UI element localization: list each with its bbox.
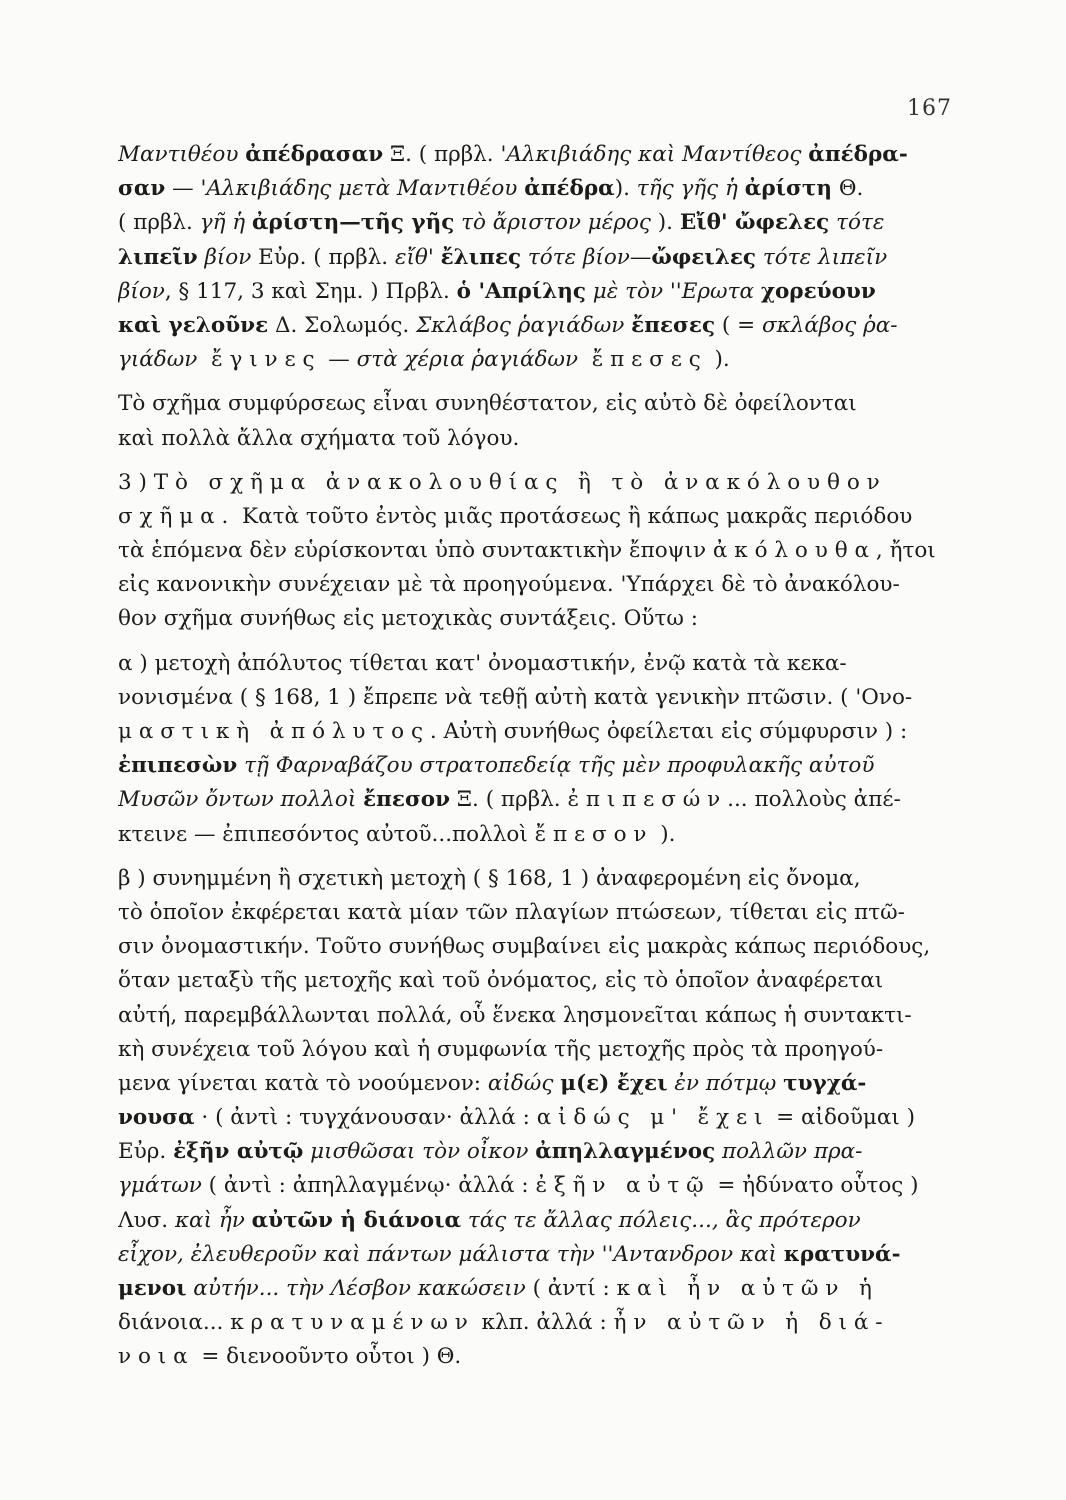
text-run: τὸ ὁποῖον ἐκφέρεται κατὰ μίαν τῶν πλαγίων πτώσεων, τίθεται εἰς πτῶ-: [118, 899, 905, 925]
text-run: πολλῶν πρα-: [715, 1139, 863, 1165]
text-run: εἰς κανονικὴν συνέχειαν μὲ τὰ προηγούμενα. 'Υπάρχει δὲ τὸ ἀνακόλου-: [118, 572, 900, 598]
text-line: [118, 1135, 952, 1169]
text-run: ὅταν μεταξὺ τῆς μετοχῆς καὶ τοῦ ὀνόματος, εἰς τὸ ὁποῖον ἀναφέρεται: [118, 968, 884, 994]
text-line: [118, 862, 952, 896]
text-run: , § 117, 3 καὶ Σημ. ) Πρβλ.: [164, 278, 457, 304]
text-line: [118, 1101, 952, 1135]
text-run: · ( ἀντὶ : τυγχάνουσαν· ἀλλά :: [194, 1105, 537, 1131]
text-line: [118, 1067, 952, 1101]
text-run: ).: [657, 210, 680, 236]
body-text: [118, 138, 952, 1375]
text-run: στὰ χέρια ῥαγιάδων: [356, 347, 579, 373]
text-run: = ἠδύνατο οὗτος ): [710, 1173, 919, 1199]
text-run: Ξ. ( πρβλ.: [450, 787, 568, 813]
text-run: γῆ ἡ: [199, 210, 252, 236]
text-line: [118, 466, 952, 500]
text-run: σκλάβος ῥα-: [761, 312, 898, 338]
page-number: 167: [907, 96, 952, 121]
text-run: ).: [614, 176, 637, 202]
text-line: [118, 1204, 952, 1238]
text-run: γμάτων: [118, 1173, 202, 1199]
text-run: ἔγινες: [197, 347, 322, 373]
text-run: λιπεῖν: [118, 244, 198, 270]
text-run: καὶ ἦν αὐτῶν ἡ: [616, 1276, 879, 1301]
text-run: Τὸ σχῆμα συμφύρσεως εἶναι συνηθέστατον, εἰς αὐτὸ δὲ ὀφείλονται: [118, 391, 857, 417]
text-run: Λυσ.: [118, 1207, 175, 1233]
text-run: ἀπέδρασαν: [245, 142, 384, 167]
text-run: ἔπεσον: [363, 787, 451, 813]
text-run: ἐξῆν αὐτῷ: [173, 1139, 304, 1165]
text-run: ὤφειλες: [651, 244, 757, 270]
text-run: κρατυνά-: [783, 1241, 901, 1267]
text-run: ἐπιπεσὼν: [118, 753, 238, 779]
text-line: [118, 783, 952, 817]
text-line: [118, 647, 952, 681]
text-run: αὐτῶν ἡ διάνοια: [251, 1207, 462, 1233]
text-run: 'Αλκιβιάδης καὶ Μαντίθεος: [500, 142, 809, 167]
text-line: [118, 930, 952, 964]
text-run: ἀπηλλαγμένος: [535, 1139, 716, 1165]
text-run: ( ἀντί :: [525, 1276, 617, 1301]
text-run: —: [321, 347, 357, 373]
text-run: ( πρβλ.: [118, 210, 200, 236]
text-run: τυγχά-: [783, 1070, 867, 1096]
text-line: [118, 387, 952, 421]
text-run: ... πολλοὺς ἀπέ-: [727, 787, 901, 813]
text-run: εἶχον, ἐλευθεροῦν καὶ πάντων μάλιστα τὴν ''Αντανδρον καὶ: [118, 1241, 784, 1267]
paragraph-gap: [118, 852, 952, 862]
text-line: [118, 422, 952, 456]
text-line: [118, 1340, 952, 1374]
text-run: ἔπεσες: [631, 312, 716, 338]
text-run: α ) μετοχὴ ἀπόλυτος τίθεται κατ' ὀνομαστικήν, ἐνῷ κατὰ τὰ κεκα-: [118, 650, 847, 676]
text-line: [118, 241, 952, 275]
text-run: μενοι: [118, 1276, 187, 1301]
text-run: 3 ): [118, 469, 154, 495]
text-run: κρατυναμένων: [230, 1310, 475, 1336]
text-run: , ἤτοι: [875, 538, 936, 564]
text-run: τότε βίον—: [521, 244, 652, 270]
text-run: γιάδων: [118, 347, 198, 373]
text-run: βίον: [197, 244, 252, 270]
text-run: = αἰδοῦμαι ): [769, 1105, 916, 1131]
text-run: ὁ 'Απρίλης: [456, 278, 586, 304]
text-line: [118, 534, 952, 568]
text-run: Σκλάβος ῥαγιάδων: [416, 312, 632, 338]
text-run: μισθῶσαι τὸν οἶκον: [303, 1139, 536, 1165]
text-line: [118, 1169, 952, 1203]
text-run: τὸ ἄριστον μέρος: [454, 210, 658, 236]
text-run: ( ἀντὶ : ἀπηλλαγμένῳ· ἀλλά :: [201, 1173, 536, 1199]
text-line: [118, 138, 952, 172]
text-run: Μυσῶν ὄντων πολλοὶ: [118, 787, 364, 813]
text-line: [118, 749, 952, 783]
text-run: μ(ε) ἔχει: [560, 1070, 668, 1096]
text-run: = διενοοῦντο οὗτοι ) Θ.: [194, 1344, 462, 1370]
text-line: [118, 1238, 952, 1272]
text-run: βίον: [118, 278, 165, 304]
text-run: αὐτή, παρεμβάλλωνται πολλά, οὗ ἕνεκα λησμονεῖται κάπως ἡ συντακτι-: [118, 1002, 912, 1028]
text-line: [118, 500, 952, 534]
text-run: αἰδώς: [487, 1070, 561, 1096]
text-run: ἀρίστη—τῆς γῆς: [252, 210, 455, 236]
text-line: [118, 964, 952, 998]
text-run: αὐτήν... τὴν Λέσβον κακώσειν: [186, 1276, 526, 1301]
text-line: [118, 1306, 952, 1340]
text-run: ).: [707, 347, 730, 373]
text-run: μενα γίνεται κατὰ τὸ νοούμενον:: [118, 1070, 488, 1096]
text-run: Μαντιθέου: [118, 142, 246, 167]
text-run: ἀπέδρα: [524, 176, 615, 202]
text-run: τῆς γῆς ἡ: [636, 176, 745, 202]
text-run: Εἴθ' ὤφελες: [679, 210, 830, 236]
text-run: μὲ τὸν ''Ερωτα: [585, 278, 761, 304]
text-run: Εὐρ.: [118, 1139, 174, 1165]
text-line: [118, 206, 952, 240]
text-run: τότε: [829, 210, 885, 236]
text-line: [118, 568, 952, 602]
text-run: σιν ὀνομαστικήν. Τοῦτο συνήθως συμβαίνει εἰς μακρὰς κάπως περιόδους,: [118, 934, 931, 960]
text-run: νουσα: [118, 1105, 195, 1131]
text-line: [118, 1033, 952, 1067]
text-run: εἴθ': [394, 244, 441, 270]
text-run: ἐξῆν αὐτῷ: [535, 1173, 711, 1199]
text-run: κὴ συνέχεια τοῦ λόγου καὶ ἡ συμφωνία τῆς μετοχῆς πρὸς τὰ προηγού-: [118, 1036, 884, 1062]
text-run: ἔπεσες: [578, 347, 708, 373]
text-run: χορεύουν: [760, 278, 876, 304]
paragraph-gap: [118, 637, 952, 647]
text-line: [118, 172, 952, 206]
text-run: σαν: [118, 176, 166, 202]
text-line: [118, 818, 952, 852]
text-run: Θ.: [831, 176, 864, 202]
text-run: Ξ. ( πρβλ.: [383, 142, 501, 167]
text-run: ἐν πότμῳ: [667, 1070, 784, 1096]
text-run: ἐπιπεσών: [567, 787, 728, 813]
paragraph-gap: [118, 456, 952, 466]
text-run: καὶ ἦν: [174, 1207, 252, 1233]
text-run: Τὸ σχῆμα ἀνακολουθίας ἢ τὸ ἀνακόλουθον: [153, 469, 887, 495]
text-run: ἔπεσον: [534, 821, 654, 847]
text-run: τάς τε ἄλλας πόλεις..., ἃς πρότερον: [461, 1207, 861, 1233]
text-run: ἀκόλουθα: [712, 538, 876, 564]
text-run: β ) συνημμένη ἢ σχετικὴ μετοχὴ ( § 168, 1 ) ἀναφερομένη εἰς ὄνομα,: [118, 865, 861, 891]
text-run: καὶ γελοῦνε: [118, 312, 269, 338]
text-run: νονισμένα ( § 168, 1 ) ἔπρεπε νὰ τεθῇ αὐτὴ κατὰ γενικὴν πτῶσιν. ( 'Ονο-: [118, 684, 913, 710]
text-run: αἰδώς μ' ἔχει: [536, 1105, 770, 1131]
text-run: τῇ Φαρναβάζου στρατοπεδείᾳ τῆς μὲν προφυλακῆς αὐτοῦ: [237, 753, 875, 779]
text-run: κτεινε — ἐπιπεσόντος αὐτοῦ...πολλοὶ: [118, 821, 535, 847]
text-line: [118, 681, 952, 715]
text-line: [118, 896, 952, 930]
text-run: Κατὰ τοῦτο ἐντὸς μιᾶς προτάσεως ἢ κάπως μακρᾶς περιόδου: [235, 503, 913, 529]
paragraph-gap: [118, 377, 952, 387]
text-run: θον σχῆμα συνήθως εἰς μετοχικὰς συντάξεις. Οὕτω :: [118, 606, 698, 632]
text-run: μαστικὴ ἀπόλυτος: [118, 719, 430, 744]
text-run: Εὐρ. ( πρβλ.: [251, 244, 395, 270]
text-run: ἦν αὐτῶν ἡ διά-: [613, 1310, 890, 1336]
text-line: [118, 309, 952, 343]
text-line: [118, 343, 952, 377]
text-run: Δ. Σολωμός.: [268, 312, 417, 338]
text-line: [118, 715, 952, 749]
text-line: [118, 999, 952, 1033]
text-line: [118, 1272, 952, 1306]
text-run: ἀπέδρα-: [808, 142, 908, 167]
text-run: τὰ ἑπόμενα δὲν εὑρίσκονται ὑπὸ συντακτικὴν ἔποψιν: [118, 538, 713, 564]
text-run: . Αὐτὴ συνήθως ὀφείλεται εἰς σύμφυρσιν ) :: [429, 719, 908, 744]
text-run: καὶ πολλὰ ἄλλα σχήματα τοῦ λόγου.: [118, 425, 520, 451]
text-run: —: [165, 176, 201, 202]
text-run: 'Αλκιβιάδης μετὰ Μαντιθέου: [200, 176, 525, 202]
text-run: ).: [653, 821, 676, 847]
text-run: ( =: [715, 312, 762, 338]
text-line: [118, 602, 952, 636]
text-run: διάνοια...: [118, 1310, 231, 1336]
text-run: νοια: [118, 1344, 195, 1370]
text-run: κλπ. ἀλλά :: [474, 1310, 614, 1336]
text-run: ἔλιπες: [440, 244, 522, 270]
text-run: ἀρίστη: [744, 176, 832, 202]
text-run: σχῆμα.: [118, 503, 236, 529]
text-run: τότε λιπεῖν: [756, 244, 888, 270]
text-line: [118, 275, 952, 309]
